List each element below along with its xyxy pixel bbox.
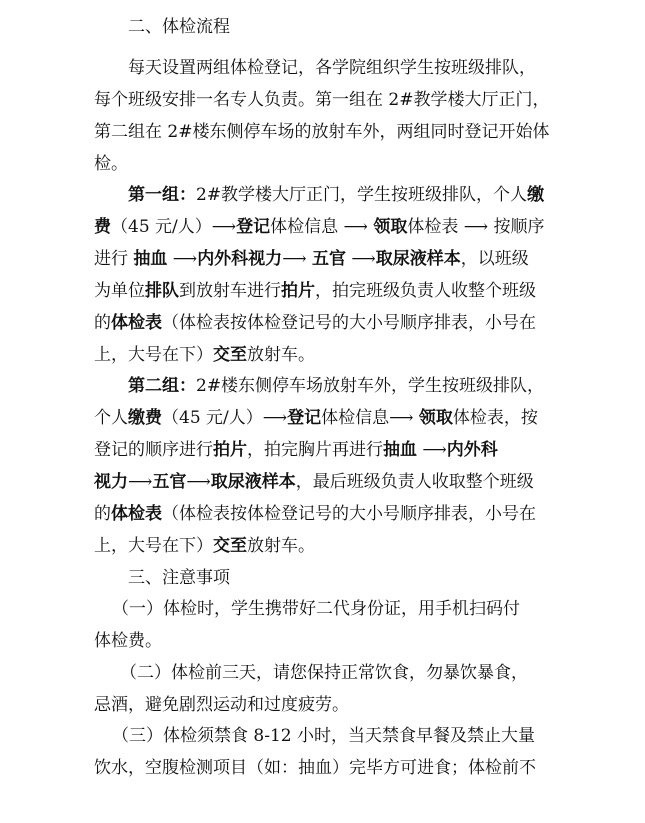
group1-label: 第一组： — [128, 185, 196, 205]
group2-line-4 — [94, 470, 534, 494]
group1-text: 的 — [94, 313, 111, 333]
group1-keyword: 费 — [94, 217, 111, 237]
group2-keyword: 视力 — [94, 472, 128, 492]
group1-keyword: 领取 — [373, 217, 408, 237]
group2-line-1 — [128, 374, 544, 398]
group2-line-3 — [94, 438, 498, 462]
group2-text: 上，大号在下） — [94, 536, 213, 556]
group1-text: 到放射车进行 — [179, 281, 281, 301]
intro-line-4: 检。 — [94, 154, 128, 174]
group2-text: ⟶ — [417, 440, 447, 460]
section-heading-2: 二、体检流程 — [128, 17, 230, 37]
group1-text: ，拍完班级负责人收整个班级 — [315, 281, 536, 301]
group1-line-5 — [94, 311, 536, 335]
group1-line-1 — [128, 183, 544, 207]
group1-text: （体检表按体检登记号的大小号顺序排表，小号在 — [162, 313, 536, 333]
group1-keyword: 登记 — [236, 217, 271, 237]
group1-text: 体检信息 ⟶ — [270, 217, 374, 237]
group1-keyword: 取尿液样本 — [375, 249, 461, 269]
group1-text: 为单位 — [94, 281, 145, 301]
group2-text: 登记的顺序进行 — [94, 440, 213, 460]
note-3-line-2: 饮水，空腹检测项目（如：抽血）完毕方可进食；体检前不 — [94, 758, 536, 778]
note-2-line-2: 忌酒，避免剧烈运动和过度疲劳。 — [94, 695, 349, 715]
group2-keyword: 内外科 — [446, 440, 498, 460]
group2-keyword: 拍片 — [213, 440, 247, 460]
group2-line-6 — [94, 534, 315, 558]
group1-text: 进行 — [94, 249, 134, 269]
group2-text: 个人 — [94, 408, 128, 428]
group1-line-4 — [94, 279, 536, 303]
group2-text: ，最后班级负责人收取整个班级 — [295, 472, 534, 492]
group1-text: ，以班级 — [460, 249, 529, 269]
group1-text: 放射车。 — [247, 345, 315, 365]
group2-text: ⟶ — [128, 472, 153, 492]
group2-text: ，拍完胸片再进行 — [247, 440, 383, 460]
intro-line-2: 每个班级安排一名专人负责。第一组在 2#教学楼大厅正门， — [94, 90, 550, 110]
group2-line-2 — [94, 406, 538, 430]
group1-keyword: 内外科视力 — [197, 249, 283, 269]
group2-text: 2#楼东侧停车场放射车外，学生按班级排队， — [196, 376, 545, 396]
group1-text: ⟶ — [345, 249, 376, 269]
group2-label: 第二组： — [128, 376, 196, 396]
group2-keyword: 交至 — [213, 536, 247, 556]
intro-line-1: 每天设置两组体检登记，各学院组织学生按班级排队， — [128, 58, 536, 78]
note-1-line-2: 体检费。 — [94, 631, 162, 651]
group1-text: ⟶ — [282, 249, 312, 269]
group2-text: 放射车。 — [247, 536, 315, 556]
group1-text: （45 元/人）⟶ — [111, 217, 237, 237]
group2-text: 体检表，按 — [452, 408, 538, 428]
intro-line-3: 第二组在 2#楼东侧停车场的放射车外，两组同时登记开始体 — [94, 122, 550, 142]
group1-text: 体检表 ⟶ 按顺序 — [407, 217, 545, 237]
note-3-line-1: （三）体检须禁食 8-12 小时，当天禁食早餐及禁止大量 — [112, 726, 535, 746]
group2-text: （45 元/人）⟶ — [162, 408, 288, 428]
group2-text: 体检信息⟶ — [321, 408, 419, 428]
group2-keyword: 取尿液样本 — [210, 472, 296, 492]
group2-keyword: 领取 — [418, 408, 453, 428]
group2-text: ⟶ — [186, 472, 211, 492]
group1-keyword: 体检表 — [111, 313, 162, 333]
group1-text: 2#教学楼大厅正门，学生按班级排队，个人 — [196, 185, 528, 205]
group1-keyword: 拍片 — [281, 281, 315, 301]
group2-keyword: 缴费 — [128, 408, 162, 428]
group1-keyword: 五官 — [311, 249, 346, 269]
group1-text: 上，大号在下） — [94, 345, 213, 365]
group1-keyword: 交至 — [213, 345, 247, 365]
group2-text: 的 — [94, 504, 111, 524]
group2-line-5 — [94, 502, 536, 526]
group1-line-6 — [94, 343, 315, 367]
group2-keyword: 体检表 — [111, 504, 162, 524]
group2-keyword: 抽血 — [383, 440, 417, 460]
group1-keyword: 抽血 — [133, 249, 168, 269]
group1-keyword: 缴 — [527, 185, 545, 205]
group1-text: ⟶ — [167, 249, 198, 269]
group2-keyword: 登记 — [287, 408, 322, 428]
group1-line-2 — [94, 215, 545, 239]
group2-keyword: 五官 — [152, 472, 187, 492]
group1-keyword: 排队 — [145, 281, 179, 301]
section-heading-3: 三、注意事项 — [128, 568, 230, 588]
note-1-line-1: （一）体检时，学生携带好二代身份证，用手机扫码付 — [112, 599, 520, 619]
note-2-line-1: （二）体检前三天，请您保持正常饮食，勿暴饮暴食， — [120, 663, 528, 683]
group1-line-3 — [94, 247, 529, 271]
group2-text: （体检表按体检登记号的大小号顺序排表，小号在 — [162, 504, 536, 524]
